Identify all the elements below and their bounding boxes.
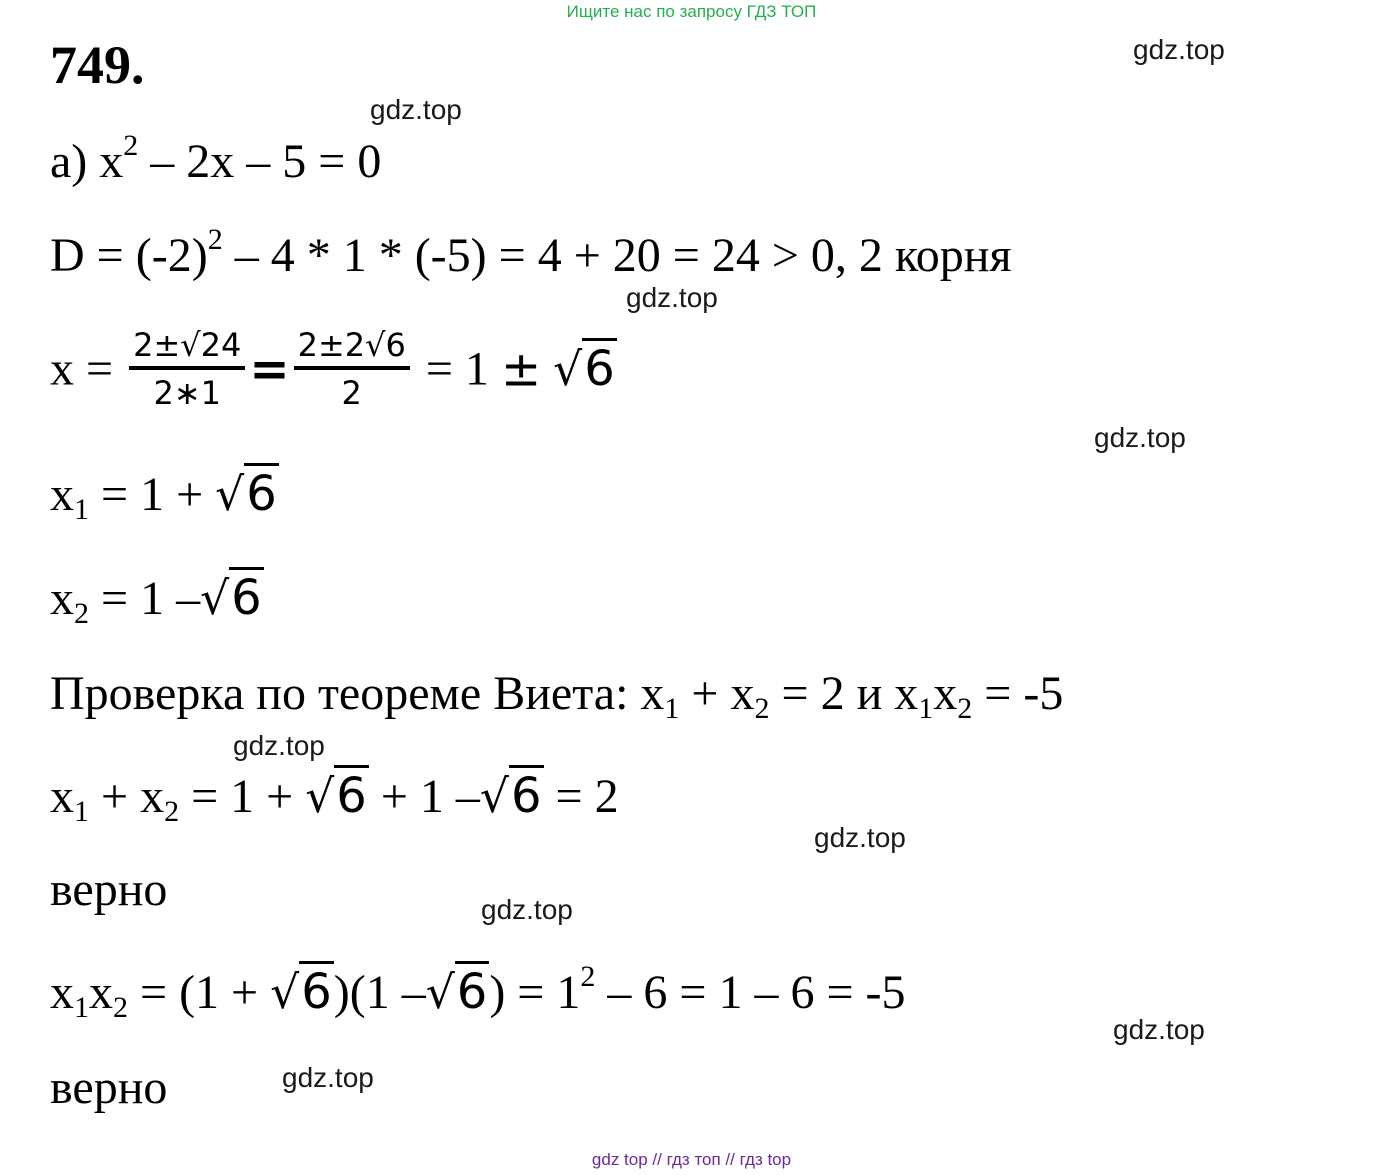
sqrt-symbol: √6 [480,772,544,821]
exponent: 2 [580,960,596,993]
sum-check [50,768,619,828]
radicand: 6 [244,463,279,522]
eq-text: = (1 + [128,966,271,1019]
watermark: gdz.top [233,730,325,761]
root-x1 [50,466,279,526]
radicand: 6 [299,961,334,1020]
subscript: 1 [664,692,680,725]
watermark: gdz.top [1094,422,1186,453]
equals-sign: = [249,341,290,398]
sqrt-symbol: √6 [305,772,369,821]
subscript: 1 [74,493,89,526]
watermark: gdz.top [481,894,573,925]
exponent: 2 [207,223,223,256]
exponent: 2 [123,129,139,162]
eq-text: x [50,770,74,823]
subscript: 2 [74,597,89,630]
subscript: 1 [918,692,934,725]
eq-text: + 1 – [368,770,480,823]
fraction-numerator: 2±√24 [129,326,245,370]
problem-number: 749. [50,35,145,95]
sqrt-symbol: √6 [426,968,490,1017]
plus-minus-sign: ± [500,341,542,398]
search-banner: Ищите нас по запросу ГДЗ ТОП [566,2,817,21]
roots-formula [50,326,617,413]
root-x2 [50,570,264,630]
eq-text: + x [89,770,165,823]
eq-text: = 2 и x [769,667,919,720]
radicand: 6 [582,338,617,397]
eq-text: x [50,572,74,625]
fraction-denominator: 2 [341,374,362,413]
fraction [294,326,410,413]
eq-text: + x [679,667,755,720]
eq-text: = 1 + [179,770,306,823]
subscript: 1 [74,991,89,1024]
watermark: gdz.top [1113,1014,1205,1045]
eq-text: x [50,966,74,1019]
eq-text: – 2x – 5 = 0 [138,135,382,188]
sqrt-symbol: √6 [553,345,617,394]
eq-text: D = (-2) [50,229,208,282]
eq-text: а) x [50,135,124,188]
fraction-denominator: 2∗1 [153,374,221,413]
subscript: 2 [164,795,180,828]
subscript: 2 [113,991,128,1024]
product-check [50,960,906,1024]
eq-text: = 1 – [89,572,201,625]
eq-text: – 6 = 1 – 6 = -5 [595,966,906,1019]
equation-part-a [50,129,382,188]
watermark: gdz.top [814,822,906,853]
eq-text: = 2 [543,770,619,823]
footer-links[interactable]: gdz top // гдз топ // гдз top [591,1150,792,1169]
eq-text: Проверка по теореме Виета: x [50,667,665,720]
subscript: 2 [754,692,770,725]
radicand: 6 [509,765,544,824]
watermark: gdz.top [626,282,718,313]
discriminant-line [50,223,1012,282]
eq-text: )(1 – [333,966,426,1019]
eq-text: x [933,667,958,720]
radicand: 6 [229,567,264,626]
radicand: 6 [455,961,490,1020]
watermark: gdz.top [1133,34,1225,65]
eq-text: x [89,966,113,1019]
eq-text: – 4 * 1 * (-5) = 4 + 20 = 24 > 0, 2 корня [222,229,1012,282]
eq-text: ) = 1 [489,966,581,1019]
eq-text: = 1 [413,342,501,396]
sqrt-symbol: √6 [270,968,334,1017]
verdict-correct: верно [50,863,168,916]
eq-text: x [50,468,74,521]
watermark: gdz.top [370,94,462,125]
verdict-correct: верно [50,1061,168,1114]
eq-text: = -5 [972,667,1064,720]
subscript: 2 [957,692,973,725]
sqrt-symbol: √6 [215,470,279,519]
subscript: 1 [74,795,89,828]
eq-text: = 1 + [89,468,216,521]
fraction [129,326,245,413]
watermark: gdz.top [282,1062,374,1093]
fraction-numerator: 2±2√6 [294,326,410,370]
vieta-check [50,667,1064,725]
sqrt-symbol: √6 [200,574,264,623]
eq-text: x = [50,342,126,396]
radicand: 6 [334,765,369,824]
